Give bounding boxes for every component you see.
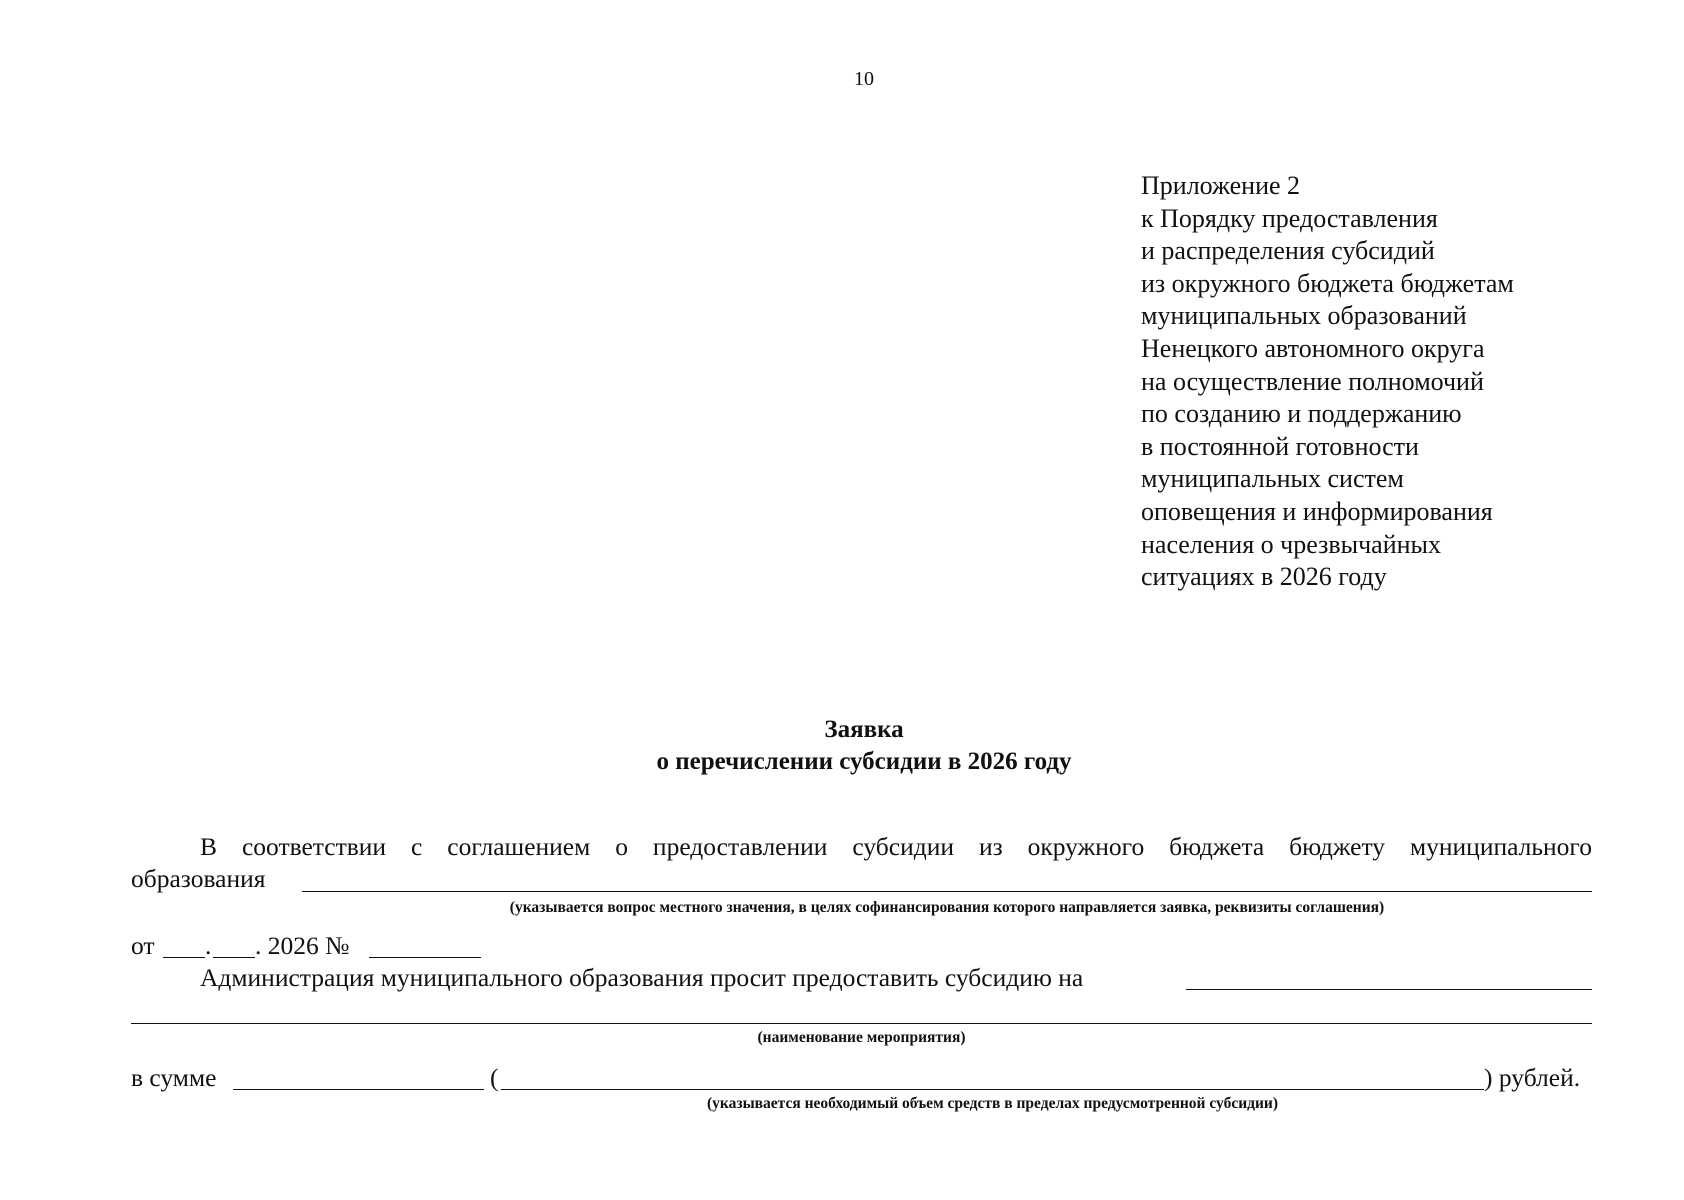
appendix-line: из окружного бюджета бюджетам: [1141, 268, 1514, 298]
appendix-line: на осуществление полномочий: [1141, 366, 1484, 396]
agreement-paragraph-word: образования: [131, 864, 266, 893]
appendix-line: муниципальных систем: [1141, 464, 1404, 494]
sum-caption: (указывается необходимый объем средств в пределах предусмотренной субсидии): [706, 1095, 1279, 1112]
appendix-line: муниципальных образований: [1141, 301, 1467, 331]
date-year-number: . 2026 №: [255, 931, 350, 960]
appendix-line: и распределения субсидий: [1141, 236, 1435, 266]
event-field-start[interactable]: [1186, 989, 1592, 990]
currency-suffix: ) рублей.: [1484, 1063, 1581, 1092]
local-issue-field[interactable]: [302, 891, 1592, 892]
date-dot: .: [205, 931, 212, 960]
agreement-number-field[interactable]: [369, 957, 481, 958]
appendix-line: в постоянной готовности: [1141, 431, 1419, 461]
appendix-block: [1141, 170, 1514, 594]
document-subtitle: о перечислении субсидии в 2026 году: [656, 748, 1072, 775]
appendix-line: оповещения и информирования: [1141, 496, 1493, 526]
appendix-line: Приложение 2: [1141, 171, 1301, 200]
appendix-line: населения о чрезвычайных: [1141, 529, 1442, 559]
sum-words-field[interactable]: [501, 1089, 1484, 1090]
document-title: Заявка: [824, 716, 904, 743]
page-number: 10: [854, 68, 874, 90]
agreement-paragraph: В соответствии с соглашением о предоставлении субсидии из окружного бюджета бюджету муниципального: [200, 832, 1592, 861]
event-name-field[interactable]: [131, 1023, 1592, 1024]
date-month-field[interactable]: [213, 957, 255, 958]
date-prefix: от: [131, 931, 155, 960]
sum-label: в сумме: [131, 1063, 217, 1092]
paren-open: (: [490, 1063, 499, 1092]
request-text: Администрация муниципального образования просит предоставить субсидию на: [200, 963, 1084, 992]
appendix-line: Ненецкого автономного округа: [1141, 333, 1485, 363]
appendix-line: ситуациях в 2026 году: [1141, 562, 1387, 592]
local-issue-caption: (указывается вопрос местного значения, в целях софинансирования которого направляется заявка, реквизиты соглашения): [509, 899, 1385, 916]
date-day-field[interactable]: [163, 957, 205, 958]
sum-digits-field[interactable]: [233, 1089, 484, 1090]
event-name-caption: (наименование мероприятия): [757, 1029, 966, 1046]
appendix-line: по созданию и поддержанию: [1141, 399, 1462, 429]
appendix-line: к Порядку предоставления: [1141, 203, 1438, 233]
